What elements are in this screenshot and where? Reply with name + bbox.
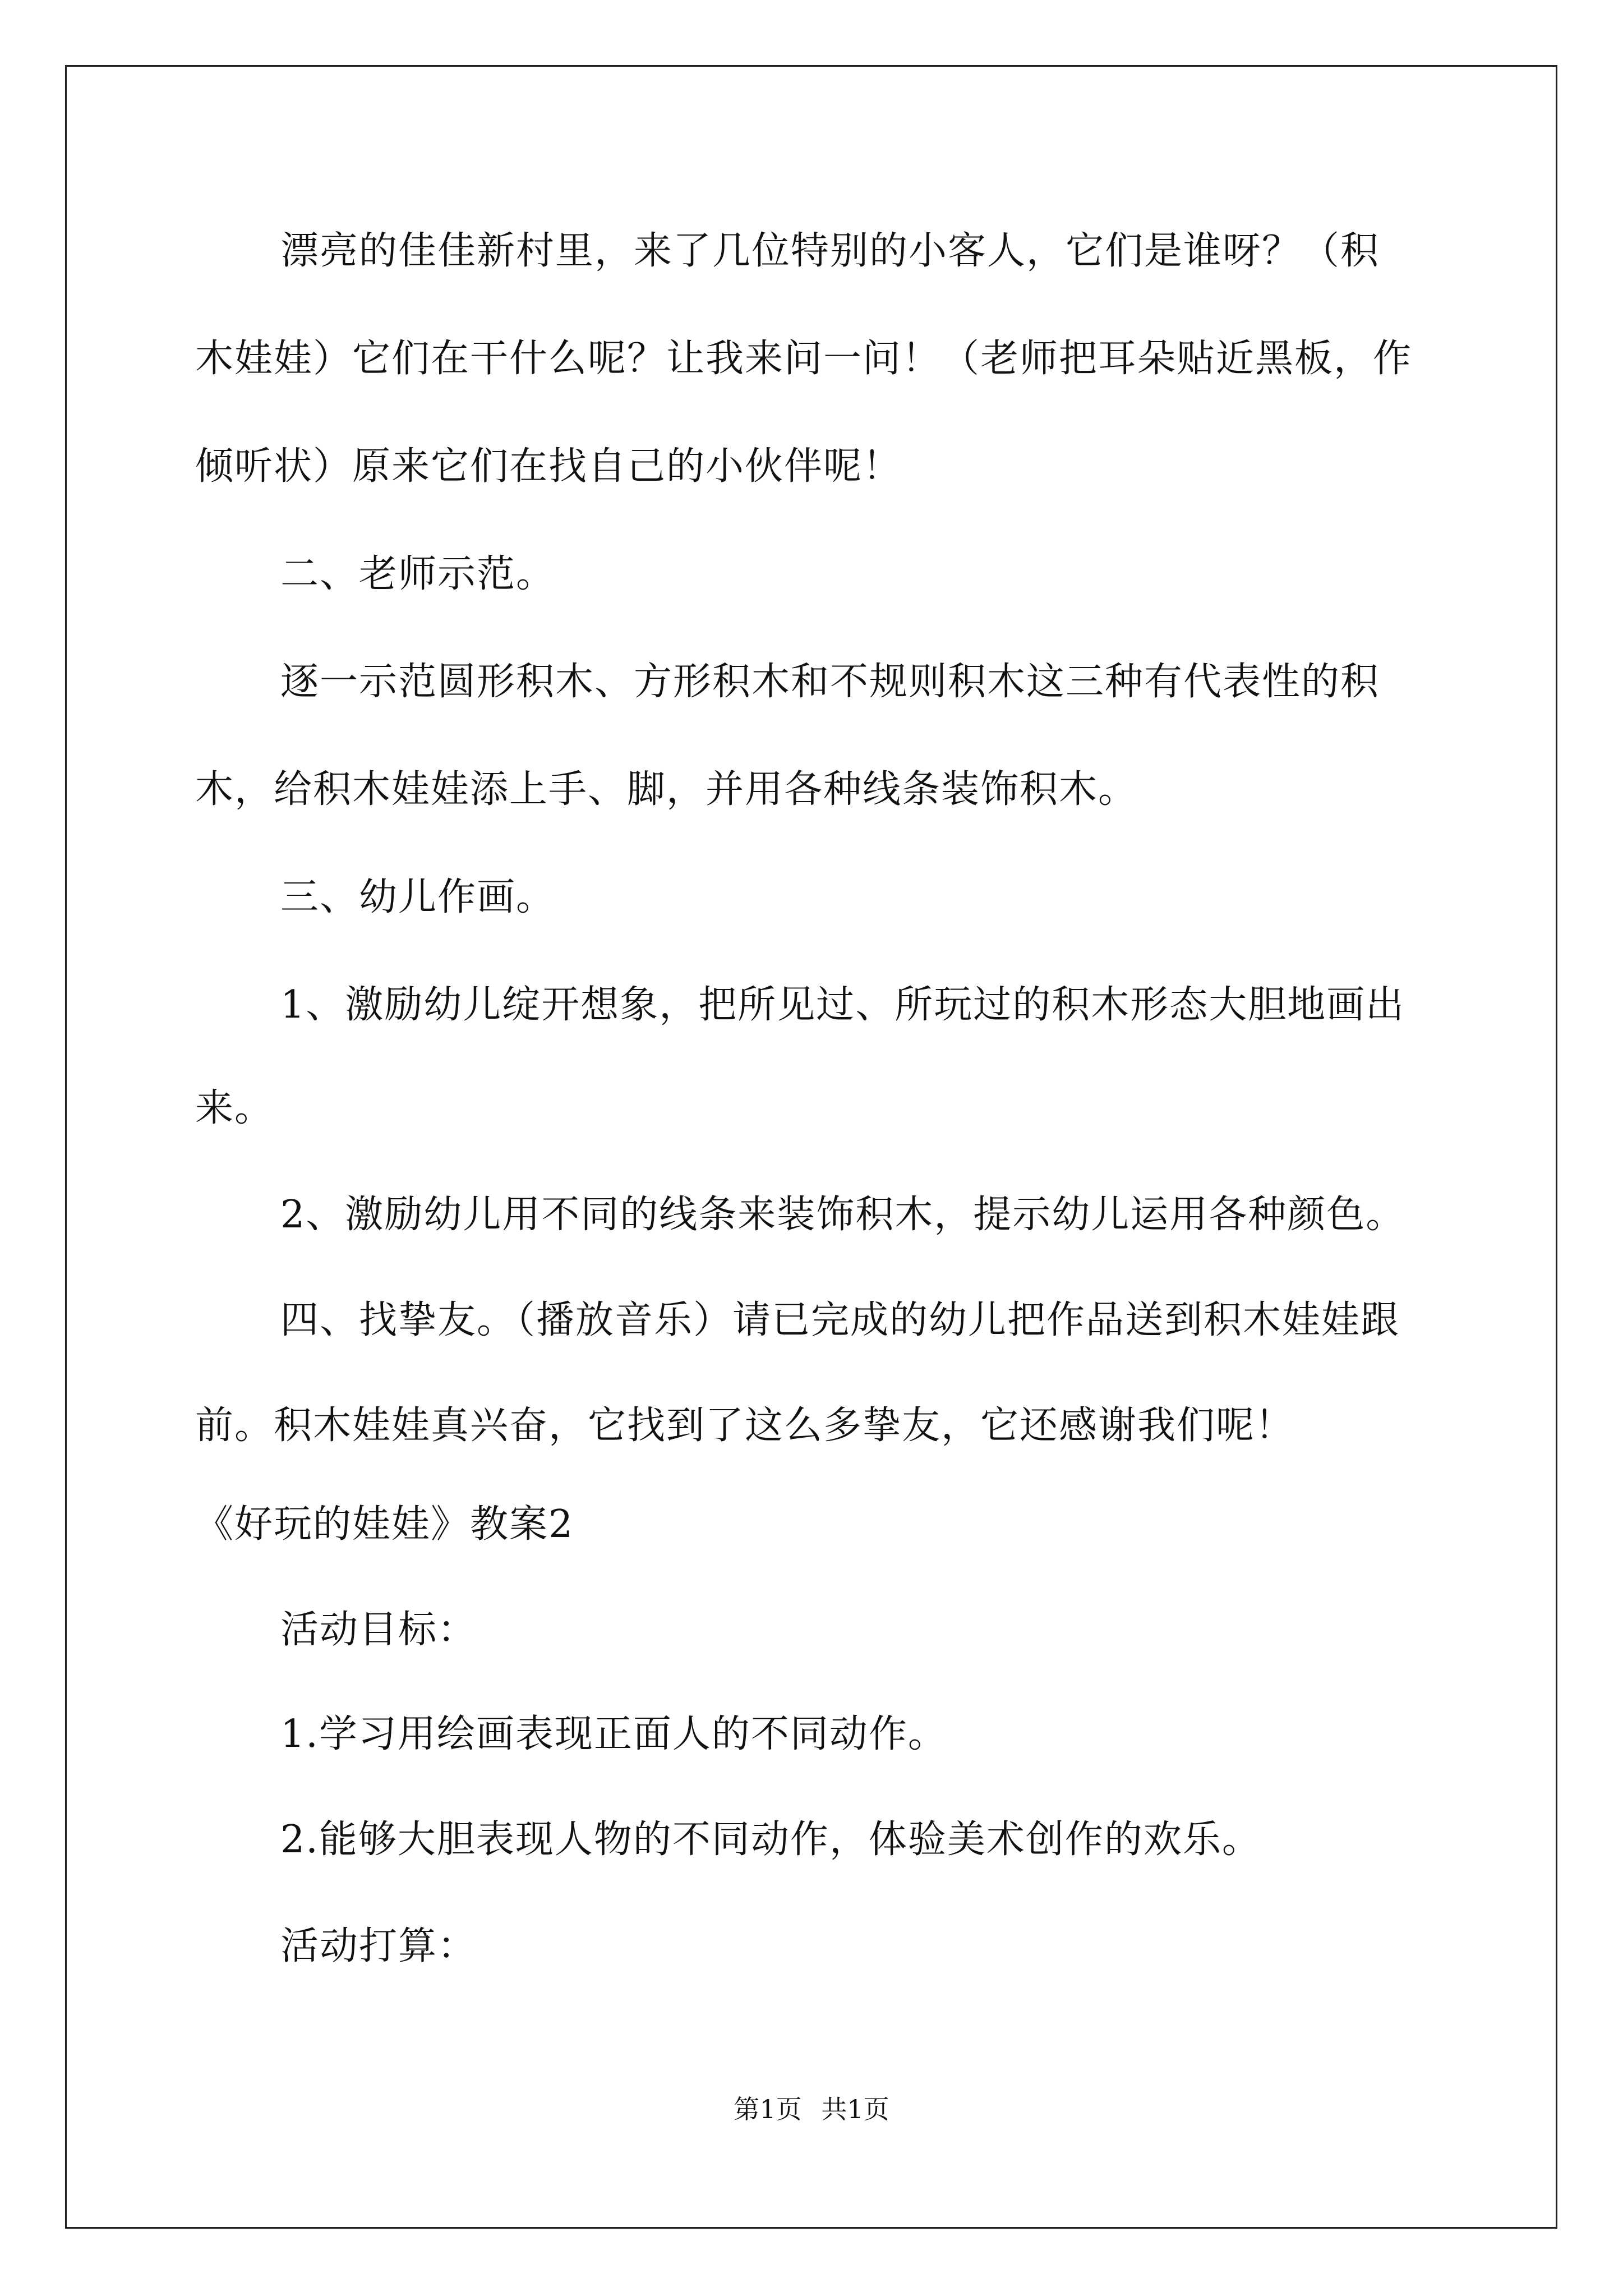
paragraph-line: 2、激励幼儿用不同的线条来装饰积木，提示幼儿运用各种颜色。 — [280, 1193, 1405, 1237]
paragraph-line: 木，给积木娃娃添上手、脚，并用各种线条装饰积木。 — [195, 767, 1138, 812]
section-heading: 活动打算： — [280, 1924, 477, 1968]
section-heading: 活动目标： — [280, 1608, 477, 1652]
section-heading: 四、找挚友。（播放音乐）请已完成的幼儿把作品送到积木娃娃跟 — [280, 1298, 1400, 1342]
document-subtitle: 《好玩的娃娃》教案2 — [195, 1502, 574, 1547]
page-total: 共1页 — [821, 2094, 889, 2124]
paragraph-line: 逐一示范圆形积木、方形积木和不规则积木这三种有代表性的积 — [280, 660, 1380, 704]
page-footer — [0, 2092, 1623, 2126]
list-item: 2.能够大胆表现人物的不同动作，体验美术创作的欢乐。 — [280, 1818, 1261, 1862]
list-item: 1.学习用绘画表现正面人的不同动作。 — [280, 1712, 947, 1756]
paragraph-line: 1、激励幼儿绽开想象，把所见过、所玩过的积木形态大胆地画出 — [280, 983, 1405, 1027]
page-number: 第1页 — [734, 2094, 802, 2124]
paragraph-line: 来。 — [195, 1086, 274, 1130]
section-heading: 三、幼儿作画。 — [280, 875, 556, 919]
paragraph-line: 倾听状）原来它们在找自己的小伙伴呢！ — [195, 444, 902, 489]
paragraph-line: 前。积木娃娃真兴奋，它找到了这么多挚友，它还感谢我们呢！ — [195, 1404, 1295, 1448]
paragraph-line: 漂亮的佳佳新村里，来了几位特别的小客人，它们是谁呀？（积 — [280, 229, 1380, 273]
section-heading: 二、老师示范。 — [280, 552, 556, 596]
paragraph-line: 木娃娃）它们在干什么呢？让我来问一问！（老师把耳朵贴近黑板，作 — [195, 337, 1413, 381]
